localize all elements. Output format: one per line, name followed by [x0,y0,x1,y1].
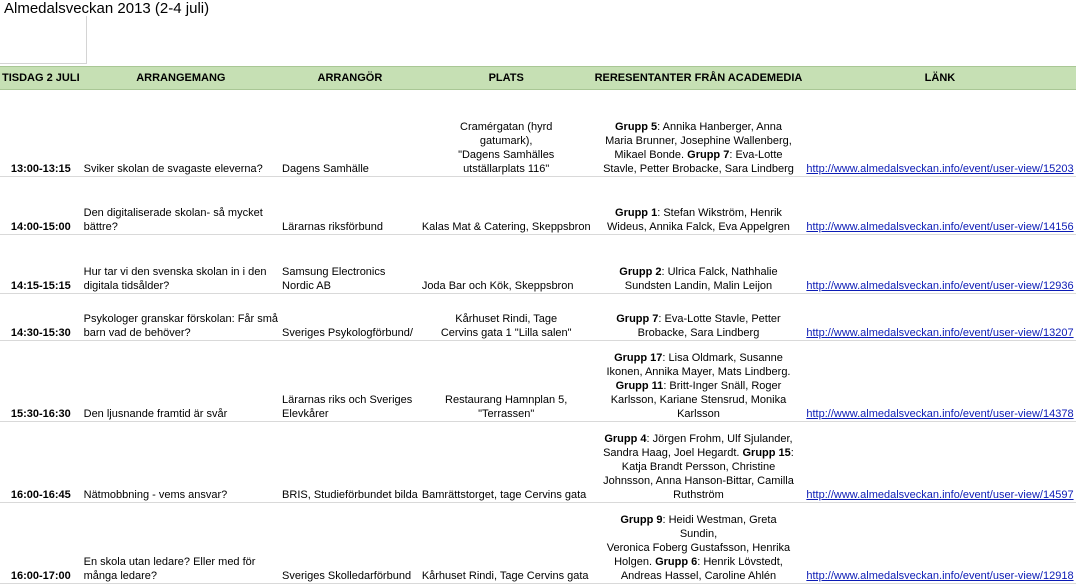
representatives-cell [593,312,805,341]
organizer-line: Nordic AB [282,279,331,292]
place-cell [420,195,593,235]
spacer-cell [0,293,1076,312]
place-cell [420,351,593,422]
header-lank: LÄNK [804,67,1075,90]
organizer-cell [280,195,420,235]
event-line: En skola utan ledare? Eller med för [83,555,256,568]
link-cell [804,351,1075,422]
link-cell [804,253,1075,293]
rep-line [595,555,803,569]
place-line: utställarplats 116" [463,162,550,175]
rep-names: : Lisa Oldmark, Susanne [662,351,783,364]
group-label: Grupp 17 [614,351,663,364]
event-cell [82,195,280,235]
rep-line [595,460,803,474]
place-line: Kårhuset Rindi, Tage [455,312,558,325]
organizer-cell [280,513,420,584]
spacer-cell [0,421,1076,432]
organizer-cell [280,432,420,503]
event-cell [82,312,280,341]
link-cell [804,108,1075,176]
event-line: Psykologer granskar förskolan: Får små [83,312,279,325]
rep-line [595,279,803,293]
event-line: många ledare? [83,569,158,582]
group-label: Grupp 7 [687,148,730,161]
rep-line [595,474,803,488]
event-line: Den digitaliserade skolan- så mycket [83,207,263,219]
link-cell [804,312,1075,341]
header-plats: PLATS [420,67,593,90]
place-line: "Dagens Samhälles [458,148,555,161]
rep-names: Karlsson, Kariane Stensrud, Monika [610,393,787,406]
event-line: Hur tar vi den svenska skolan in i den [83,265,267,278]
rep-names: Karlsson [677,407,720,420]
rep-line [595,446,803,460]
organizer-cell [280,108,420,176]
rep-names: Johnsson, Anna Hanson-Bittar, Camilla [603,474,794,487]
header-representanter: RERESENTANTER FRÅN ACADEMEDIA [593,67,805,90]
rep-names: Mikael Bonde. [614,148,688,161]
page-title: Almedalsveckan 2013 (2-4 juli) [4,0,210,17]
event-link[interactable]: http://www.almedalsveckan.info/event/user-view/14597 [806,488,1074,501]
organizer-line: Samsung Electronics [282,265,386,278]
table-row [0,432,1076,503]
organizer-line: Sveriges Psykologförbund/ [282,326,413,339]
organizer-line: Sveriges Skolledarförbund [282,569,412,582]
rep-names: : [790,446,794,459]
group-label: Grupp 7 [616,312,659,325]
rep-names: Katja Brandt Persson, Christine [621,460,776,473]
time-cell: 15:30-16:30 [0,351,82,422]
time-cell: 14:30-15:30 [0,312,82,341]
row-spacer [0,340,1076,351]
rep-names: Wideus, Annika Falck, Eva Appelgren [607,221,790,233]
rep-line [595,365,803,379]
rep-line [595,569,803,583]
place-cell [420,432,593,503]
link-cell [804,195,1075,235]
rep-line [595,379,803,393]
place-line: Cramérgatan (hyrd [460,120,553,133]
place-line: Kalas Mat & Catering, Skeppsbron [421,221,591,233]
rep-line [595,265,803,279]
event-line: bättre? [83,221,118,233]
event-cell [82,432,280,503]
rep-line [595,488,803,502]
header-row [0,67,1076,90]
organizer-cell [280,351,420,422]
header-date: TISDAG 2 JULI [0,67,82,90]
place-line: Bamrättstorget, tage Cervins gata [421,488,587,501]
rep-line [595,407,803,421]
table-row [0,253,1076,293]
representatives-cell [593,432,805,503]
representatives-cell [593,195,805,235]
group-label: Grupp 11 [615,379,664,392]
organizer-line: Dagens Samhälle [282,162,369,175]
organizer-line: Elevkårer [282,407,329,420]
representatives-cell [593,108,805,176]
representatives-cell [593,513,805,584]
event-cell [82,108,280,176]
rep-names: : Annika Hanberger, Anna [657,120,782,133]
place-line: Cervins gata 1 "Lilla salen" [440,326,572,339]
group-label: Grupp 6 [655,555,698,568]
rep-names: Brobacke, Sara Lindberg [637,326,760,339]
row-spacer [0,421,1076,432]
rep-names: : Eva-Lotte [729,148,783,161]
event-link[interactable]: http://www.almedalsveckan.info/event/user-view/14156 [806,221,1074,233]
group-label: Grupp 9 [620,513,663,526]
rep-names: Ruthström [673,488,724,501]
representatives-cell [593,253,805,293]
group-label: Grupp 4 [604,432,647,445]
organizer-cell [280,312,420,341]
place-line: Kårhuset Rindi, Tage Cervins gata [421,569,589,582]
group-label: Grupp 15 [742,446,791,459]
time-cell: 14:00-15:00 [0,195,82,235]
rep-names: Stavle, Petter Brobacke, Sara Lindberg [603,162,794,175]
spacer-cell [0,235,1076,254]
rep-names: Sundsten Landin, Malin Leijon [624,279,773,292]
time-cell: 13:00-13:15 [0,108,82,176]
table-row [0,351,1076,422]
table-row [0,195,1076,235]
rep-line [595,220,803,234]
rep-line [595,326,803,340]
organizer-line: Lärarnas riksförbund [282,221,383,233]
event-line: Nätmobbning - vems ansvar? [83,488,228,501]
rep-line [595,527,803,541]
event-line: barn vad de behöver? [83,326,191,339]
organizer-line: BRIS, Studieförbundet bilda [282,488,418,501]
group-label: Grupp 5 [615,120,658,133]
rep-line [595,134,803,148]
time-cell: 16:00-16:45 [0,432,82,503]
rep-line [595,393,803,407]
event-line: Den ljusnande framtid är svår [83,407,228,420]
event-link[interactable]: http://www.almedalsveckan.info/event/user-view/12918 [806,569,1074,582]
rep-line [595,148,803,162]
spacer-cell [0,90,1076,109]
spacer-cell [0,340,1076,351]
rep-names: Sandra Haag, Joel Hegardt. [603,446,743,459]
place-cell [420,312,593,341]
row-spacer [0,502,1076,513]
rep-names: Ikonen, Annika Mayer, Mats Lindberg. [606,365,791,378]
place-cell [420,108,593,176]
rep-names: Veronica Foberg Gustafsson, Henrika [606,541,791,554]
rep-names: Sundin, [679,527,718,540]
rep-names: : Eva-Lotte Stavle, Petter [658,312,781,325]
group-label: Grupp 2 [619,265,662,278]
event-line: Sviker skolan de svagaste eleverna? [83,162,263,175]
spacer-cell [0,502,1076,513]
rep-line [595,541,803,555]
rep-line [595,312,803,326]
rep-names: : Stefan Wikström, Henrik [657,207,782,219]
rep-names: Maria Brunner, Josephine Wallenberg, [605,134,792,147]
rep-line [595,162,803,176]
link-cell [804,432,1075,503]
logo-placeholder [0,16,87,64]
rep-names: Holgen. [614,555,656,568]
group-label: Grupp 1 [615,207,658,219]
event-line: digitala tidsålder? [83,279,170,292]
representatives-cell [593,351,805,422]
event-cell [82,253,280,293]
link-cell [804,513,1075,584]
rep-names: : Henrik Lövstedt, [697,555,783,568]
header-arrangemang: ARRANGEMANG [82,67,280,90]
event-link[interactable]: http://www.almedalsveckan.info/event/user-view/14378 [806,407,1074,420]
rep-line [595,206,803,220]
event-link[interactable]: http://www.almedalsveckan.info/event/user-view/13207 [806,326,1074,339]
place-line: gatumark), [479,134,533,147]
rep-line [595,513,803,527]
event-link[interactable]: http://www.almedalsveckan.info/event/user-view/12936 [806,279,1074,292]
header-arrangor: ARRANGÖR [280,67,420,90]
rep-line [595,432,803,446]
rep-names: : Ulrica Falck, Nathhalie [661,265,778,278]
place-cell [420,253,593,293]
place-cell [420,513,593,584]
event-cell [82,513,280,584]
rep-names: Andreas Hassel, Caroline Ahlén [620,569,777,582]
rep-line [595,120,803,134]
row-spacer [0,176,1076,195]
rep-line [595,351,803,365]
table-row [0,513,1076,584]
row-spacer [0,235,1076,254]
event-cell [82,351,280,422]
row-spacer [0,293,1076,312]
time-cell: 16:00-17:00 [0,513,82,584]
time-cell: 14:15-15:15 [0,253,82,293]
event-link[interactable]: http://www.almedalsveckan.info/event/user-view/15203 [806,162,1074,175]
place-line: Joda Bar och Kök, Skeppsbron [421,279,574,292]
table-row [0,312,1076,341]
schedule-table [0,66,1076,584]
organizer-line: Lärarnas riks och Sveriges [282,393,413,406]
organizer-cell [280,253,420,293]
place-line: "Terrassen" [478,407,535,420]
table-row [0,108,1076,176]
rep-names: : Jörgen Frohm, Ulf Sjulander, [646,432,793,445]
row-spacer [0,90,1076,109]
place-line: Restaurang Hamnplan 5, [445,393,568,406]
rep-names: : Heidi Westman, Greta [662,513,777,526]
spacer-cell [0,176,1076,195]
rep-names: : Britt-Inger Snäll, Roger [663,379,782,392]
